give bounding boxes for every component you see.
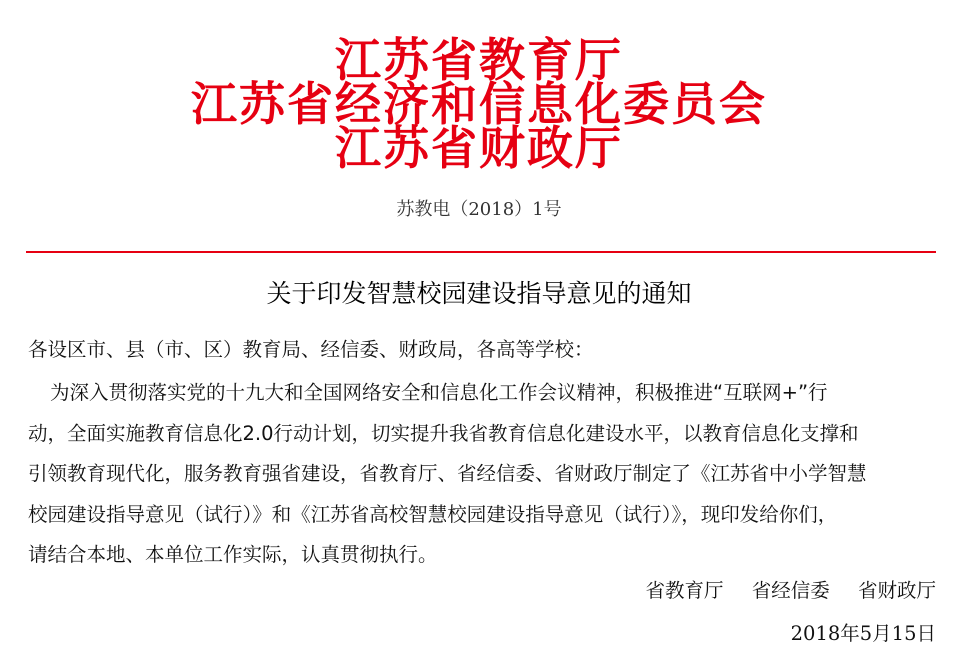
issuer-education-department: 江苏省教育厅	[335, 33, 623, 87]
body-line-3: 引领教育现代化，服务教育强省建设，省教育厅、省经信委、省财政厅制定了《江苏省中小学智慧	[28, 462, 867, 485]
notice-salutation: 各设区市、县（市、区）教育局、经信委、财政局，各高等学校：	[28, 338, 594, 361]
issuer-finance-department: 江苏省财政厅	[335, 121, 623, 175]
notice-title: 关于印发智慧校园建设指导意见的通知	[266, 279, 692, 308]
body-line-2: 动，全面实施教育信息化2.0行动计划，切实提升我省教育信息化建设水平，以教育信息化支撑和	[28, 421, 859, 445]
document-number: 苏教电（2018）1号	[396, 199, 562, 220]
body-line-1: 为深入贯彻落实党的十九大和全国网络安全和信息化工作会议精神，积极推进“互联网+”行	[50, 381, 828, 404]
body-line-4: 校园建设指导意见（试行）》和《江苏省高校智慧校园建设指导意见（试行）》，现印发给你们，	[28, 502, 838, 526]
notice-body	[28, 373, 940, 576]
issuer-economy-information-commission: 江苏省经济和信息化委员会	[191, 77, 767, 131]
body-line-5: 请结合本地、本单位工作实际，认真贯彻执行。	[28, 543, 438, 566]
signer-education-department: 省教育厅	[645, 579, 724, 602]
notice-signers	[646, 577, 936, 605]
notice-date: 2018年5月15日	[790, 622, 936, 645]
signer-economy-information-commission: 省经信委	[751, 579, 830, 602]
signer-finance-department: 省财政厅	[857, 579, 936, 602]
red-divider-line	[26, 251, 936, 253]
